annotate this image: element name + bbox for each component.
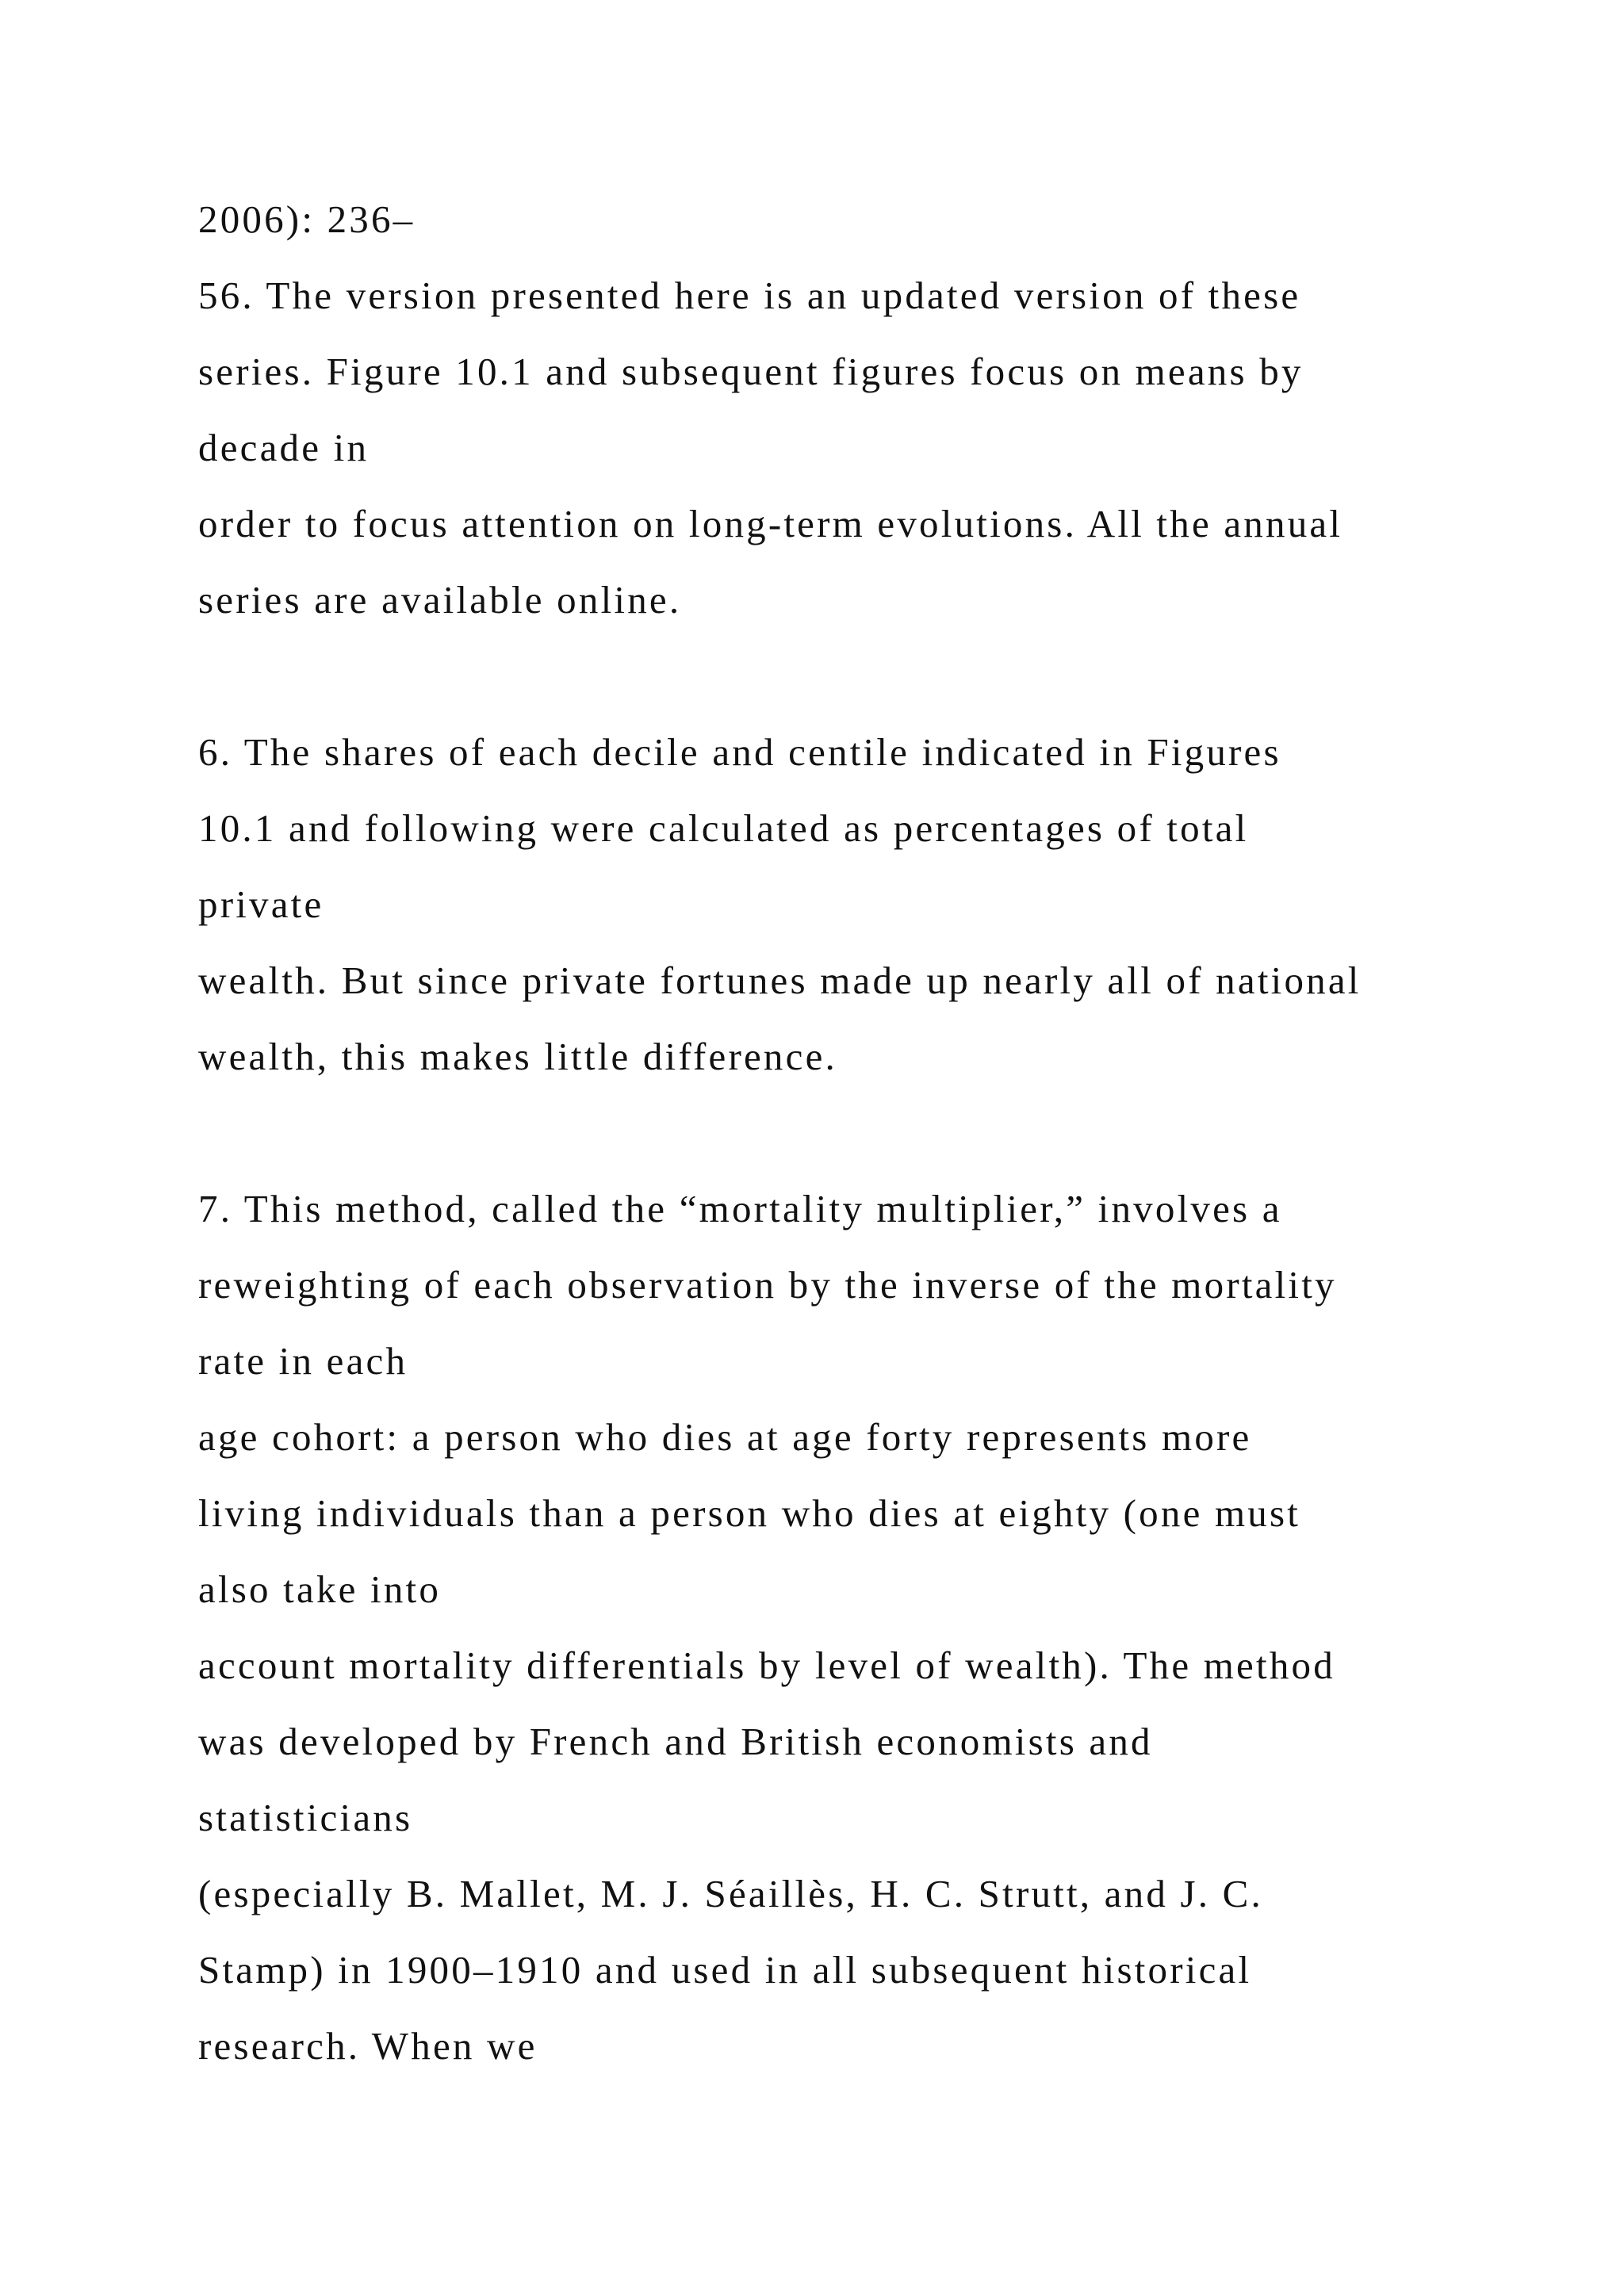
text-line: was developed by French and British economists and xyxy=(198,1720,1153,1763)
text-line: 2006): 236– xyxy=(198,197,416,241)
text-line: private xyxy=(198,882,324,926)
text-line: account mortality differentials by level of wealth). The method xyxy=(198,1644,1335,1687)
text-line: statisticians xyxy=(198,1796,413,1839)
text-line: living individuals than a person who dies at eighty (one must xyxy=(198,1491,1301,1535)
text-line: reweighting of each observation by the inverse of the mortality xyxy=(198,1263,1337,1307)
text-line: (especially B. Mallet, M. J. Séaillès, H. C. Strutt, and J. C. xyxy=(198,1872,1263,1915)
text-line: also take into xyxy=(198,1567,442,1611)
text-line: wealth. But since private fortunes made up nearly all of national xyxy=(198,959,1362,1002)
text-line: order to focus attention on long-term evolutions. All the annual xyxy=(198,502,1343,545)
text-line: wealth, this makes little difference. xyxy=(198,1035,837,1078)
text-line: Stamp) in 1900–1910 and used in all subsequent historical xyxy=(198,1948,1252,1992)
text-line: 56. The version presented here is an updated version of these xyxy=(198,274,1301,317)
text-line: decade in xyxy=(198,426,370,469)
text-line: 10.1 and following were calculated as percentages of total xyxy=(198,806,1249,850)
text-line: age cohort: a person who dies at age forty represents more xyxy=(198,1415,1252,1459)
text-line: 7. This method, called the “mortality multiplier,” involves a xyxy=(198,1187,1282,1230)
text-line: series. Figure 10.1 and subsequent figures focus on means by xyxy=(198,350,1304,393)
text-line: rate in each xyxy=(198,1339,408,1383)
text-line: research. When we xyxy=(198,2024,538,2068)
text-line: series are available online. xyxy=(198,578,682,622)
text-line: 6. The shares of each decile and centile indicated in Figures xyxy=(198,730,1281,774)
